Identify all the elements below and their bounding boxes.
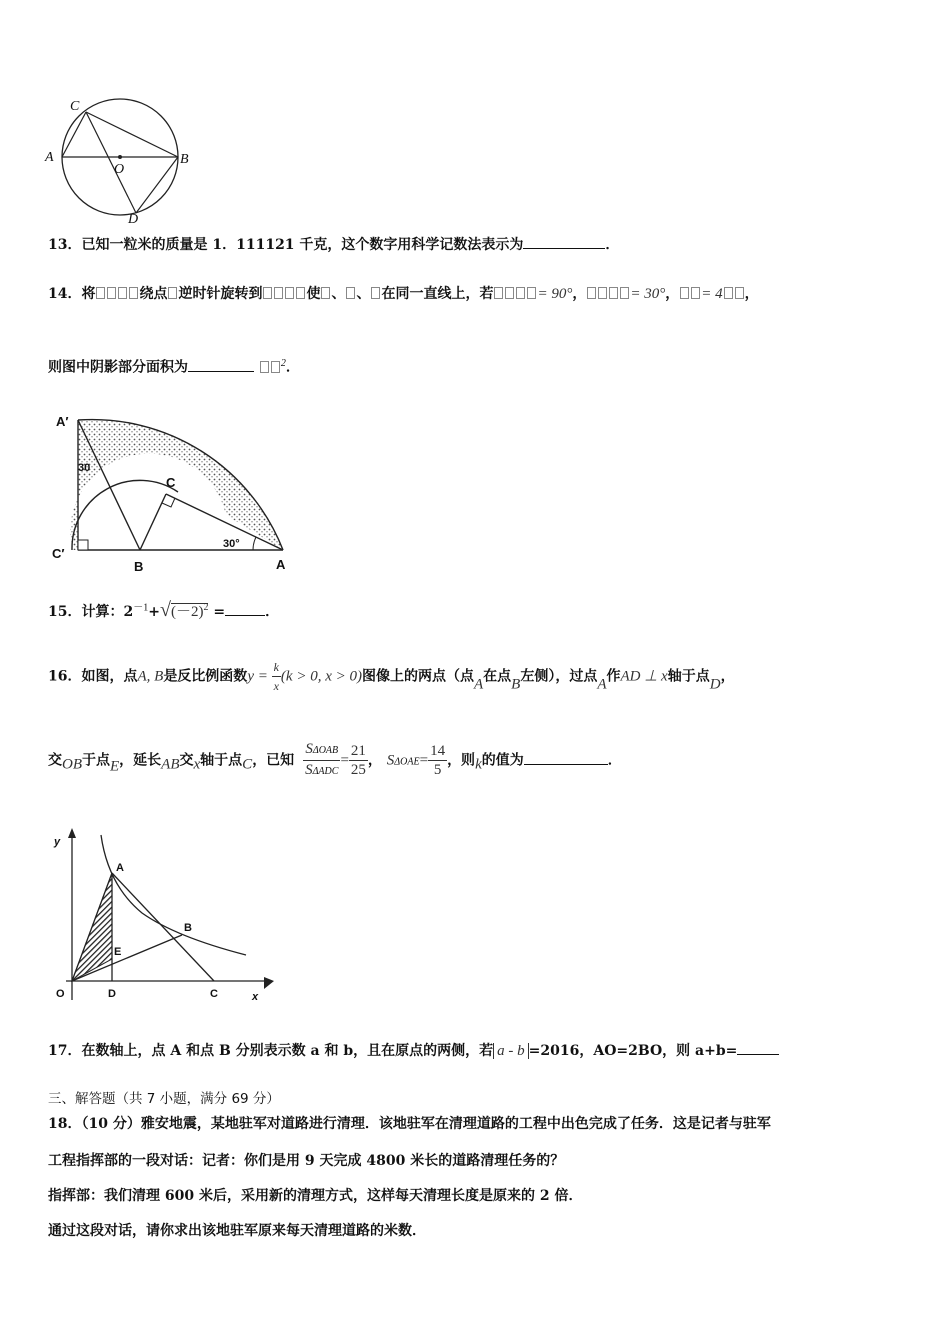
q14-text: 绕点 <box>139 286 168 302</box>
label-b: B <box>184 922 192 934</box>
q16-text: 轴于点 <box>667 668 710 685</box>
label-angle-30-bottom: 30° <box>223 538 240 550</box>
q13-tail: ． <box>605 237 620 253</box>
q16-area-ratio-left: $\frac{\text{SΔOAB}}{\text{SΔADC}}$ <box>305 741 339 778</box>
q14-number: 14． <box>48 286 82 302</box>
q14-math: = 4 <box>701 286 723 302</box>
question-15 <box>48 598 279 622</box>
label-c-prime: C′ <box>52 546 65 561</box>
label-e: E <box>114 946 122 958</box>
question-14 <box>48 284 759 304</box>
q16-var: A <box>597 676 607 693</box>
q16-perp: AD ⊥ x <box>620 668 668 685</box>
shaded-region <box>70 420 283 550</box>
chord-db <box>136 157 178 213</box>
section-title: 三、解答题（共 7 小题，满分 69 分） <box>48 1091 280 1107</box>
label-c: C <box>210 988 218 1000</box>
q16-var: B <box>511 676 521 693</box>
right-angle-c-prime <box>78 540 88 550</box>
q15-rad-exp: 2 <box>203 602 209 613</box>
q16-points: A, B <box>137 668 164 685</box>
q16-text: 图像上的两点（点 <box>361 668 474 685</box>
q16-var: AB <box>161 756 180 773</box>
q16-text: 交 <box>179 752 194 769</box>
q18-line4: 通过这段对话，请你求出该地驻军原来每天清理道路的米数． <box>48 1223 426 1239</box>
q15-radicand-text: (－2) <box>170 604 204 620</box>
q17-number: 17． <box>48 1043 82 1059</box>
label-a-prime: A′ <box>56 414 69 429</box>
q15-sqrt-sign: √ <box>159 599 171 621</box>
q16-text: 轴于点 <box>200 752 243 769</box>
q15-tail: ． <box>265 604 280 620</box>
q15-radicand <box>171 603 209 620</box>
q16-area-value: $\frac{14}{5}$ <box>430 743 446 778</box>
question-18-line3 <box>48 1185 582 1205</box>
hyperbola-curve <box>101 835 246 955</box>
q14-text: ， <box>744 286 759 302</box>
q15-number: 15． <box>48 604 82 620</box>
q16-var: D <box>709 676 721 693</box>
q13-answer-blank[interactable] <box>523 248 605 249</box>
q14-text: 在同一直线上，若 <box>381 286 494 302</box>
label-c: C <box>166 475 176 490</box>
sector-figure <box>48 408 298 578</box>
label-o: O <box>56 988 65 1000</box>
angle-arc-a <box>253 537 256 550</box>
q14-text: 将 <box>81 286 96 302</box>
q18-line2: 工程指挥部的一段对话：记者：你们是用 9 天完成 4800 米长的道路清理任务的？ <box>48 1153 565 1169</box>
q16-eq: = <box>419 752 429 769</box>
q16-var: x <box>193 756 201 773</box>
question-14-line2 <box>48 354 300 378</box>
label-b: B <box>180 152 189 167</box>
q16-text: 是反比例函数 <box>163 668 248 685</box>
q16-var: C <box>242 756 253 773</box>
q15-eq: = <box>213 604 226 620</box>
q14-text: 使 <box>306 286 321 302</box>
q16-answer-blank[interactable] <box>524 764 608 765</box>
chord-cd <box>86 112 136 213</box>
q16-number: 16． <box>48 668 82 685</box>
q14-text: 、 <box>331 286 346 302</box>
q16-text: 在点 <box>483 668 512 685</box>
q16-text: ，延长 <box>119 752 162 769</box>
label-b: B <box>134 559 144 574</box>
q16-text: ， <box>367 752 382 769</box>
center-point <box>118 155 122 159</box>
q16-func-frac: $\frac{k}{x}$ <box>273 660 279 693</box>
q16-text: ， <box>720 668 735 685</box>
q15-exponent: －1 <box>133 602 149 614</box>
q14-tail: ． <box>285 359 300 376</box>
label-d: D <box>108 988 116 1000</box>
x-axis-arrow <box>264 977 274 989</box>
q16-area-ratio-right: $\frac{21}{25}$ <box>350 743 366 778</box>
q16-text: 作 <box>606 668 621 685</box>
label-d: D <box>128 212 139 225</box>
q17-abs <box>493 1043 529 1059</box>
q16-text: ，则 <box>447 752 476 769</box>
q15-answer-blank[interactable] <box>225 615 265 616</box>
q14-math: = 90° <box>537 286 573 302</box>
circle-figure <box>40 95 200 225</box>
q14-text: ， <box>572 286 587 302</box>
label-a: A <box>45 150 54 165</box>
q16-func: y = <box>247 668 272 685</box>
question-13 <box>48 235 619 255</box>
chord-ac <box>62 112 86 157</box>
q18-number: 18． <box>48 1116 82 1132</box>
line-b-c <box>140 494 166 550</box>
hyperbola-figure <box>46 825 286 1015</box>
q16-text: 的值为 <box>481 752 524 769</box>
q16-text: 于点 <box>82 752 110 769</box>
section-heading <box>48 1087 280 1107</box>
question-18-line2 <box>48 1150 564 1170</box>
label-c: C <box>70 99 80 114</box>
label-angle-30-top: 30 <box>78 462 91 474</box>
q16-var: k <box>475 756 482 773</box>
q18-line3: 指挥部：我们清理 600 米后，采用新的清理方式，这样每天清理长度是原来的 2 倍． <box>48 1188 583 1204</box>
question-17 <box>48 1041 779 1061</box>
q16-var: A <box>473 676 484 693</box>
question-16-line2 <box>48 740 622 787</box>
q13-number: 13． <box>48 237 82 253</box>
q16-text: 左侧），过点 <box>520 668 598 685</box>
q17-answer-blank[interactable] <box>737 1054 779 1055</box>
q16-var: E <box>110 758 120 775</box>
q16-tail: ． <box>607 752 622 769</box>
q14-math: = 30° <box>630 286 666 302</box>
q15-base: 2 <box>123 604 134 620</box>
q16-text: 交 <box>48 752 62 769</box>
q16-text: ，已知 <box>252 752 295 769</box>
line-ac <box>112 873 214 981</box>
q14-answer-blank[interactable] <box>188 371 254 372</box>
q17-text: 在数轴上，点 A 和点 B 分别表示数 a 和 b，且在原点的两侧，若 <box>81 1043 494 1059</box>
q18-line1: （10 分）雅安地震，某地驻军对道路进行清理．该地驻军在清理道路的工程中出色完成了任务．这是记者与驻军 <box>81 1116 771 1132</box>
q17-text2: =2016，AO=2BO，则 a+b= <box>528 1043 738 1059</box>
q15-plus: + <box>148 604 160 620</box>
q14-line2-text: 则图中阴影部分面积为 <box>48 359 188 376</box>
label-o: O <box>114 162 125 177</box>
q16-eq: = <box>340 752 349 769</box>
q16-text: 如图，点 <box>81 668 138 685</box>
question-16 <box>48 658 735 700</box>
q14-text: 、 <box>356 286 371 302</box>
q16-var: OB <box>62 756 82 773</box>
label-y: y <box>54 836 61 848</box>
q13-text: 已知一粒米的质量是 1．111121 千克，这个数字用科学记数法表示为 <box>81 237 524 253</box>
label-a: A <box>276 557 286 572</box>
question-18-line4 <box>48 1220 426 1240</box>
q16-s: S <box>386 752 395 769</box>
q16-func-cond: (k > 0, x > 0) <box>280 668 362 685</box>
q16-s-sub: ΔOAE <box>394 756 420 768</box>
q14-text: 逆时针旋转到 <box>178 286 263 302</box>
label-a: A <box>116 862 124 874</box>
question-18-line1 <box>48 1113 771 1133</box>
q14-unit-sup: 2 <box>280 358 286 369</box>
y-axis-arrow <box>68 828 76 838</box>
q17-abs-text: a - b <box>497 1043 525 1059</box>
label-x: x <box>252 991 259 1003</box>
q14-text: ， <box>665 286 680 302</box>
q15-text: 计算： <box>81 604 124 620</box>
